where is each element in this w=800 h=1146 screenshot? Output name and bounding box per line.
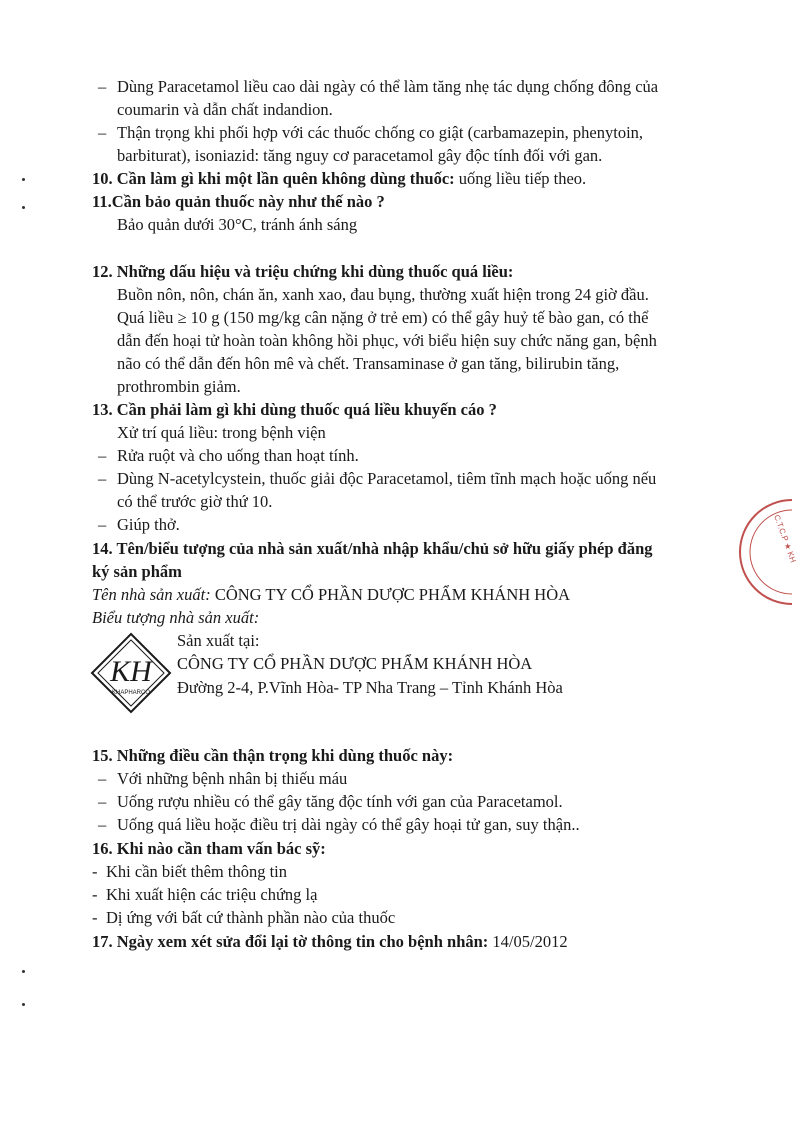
list-item: Dị ứng với bất cứ thành phần nào của thuốc [106,908,396,927]
logo-label: Biểu tượng nhà sản xuất: [92,608,260,627]
bullet-hyphen: - [92,908,98,927]
margin-dot [22,970,25,973]
section-heading: 17. Ngày xem xét sửa đổi lại tờ thông tin cho bệnh nhân: [92,932,489,951]
section-10 [92,168,586,190]
text-line: Dùng Paracetamol liều cao dài ngày có thể làm tăng nhẹ tác dụng chống đông của [117,77,659,96]
maker-name: CÔNG TY CỔ PHẦN DƯỢC PHẨM KHÁNH HÒA [210,585,571,604]
margin-dot [22,178,25,181]
section-heading: 12. Những dấu hiệu và triệu chứng khi dùng thuốc quá liều: [92,262,514,281]
section-heading: 13. Cần phải làm gì khi dùng thuốc quá liều khuyến cáo ? [92,400,497,419]
revision-date: 14/05/2012 [488,932,568,951]
margin-dot [22,1003,25,1006]
maker-line [92,584,570,606]
text-line: coumarin và dẫn chất indandion. [117,100,333,119]
margin-dot [22,206,25,209]
section-17 [92,931,568,953]
section-heading: 15. Những điều cần thận trọng khi dùng thuốc này: [92,746,454,765]
text-line: Xử trí quá liều: trong bệnh viện [117,423,326,442]
section-heading: 11.Cần bảo quản thuốc này như thế nào ? [92,192,385,211]
company-name: CÔNG TY CỔ PHẦN DƯỢC PHẨM KHÁNH HÒA [177,654,533,673]
bullet-hyphen: - [92,862,98,881]
bullet-dash: – [98,123,107,142]
text-line: não có thể dẫn đến hôn mê và chết. Transaminase ở gan tăng, bilirubin tăng, [117,354,620,373]
logo-letters: KH [110,655,152,688]
text-line: prothrombin giảm. [117,377,241,396]
text-line: Buồn nôn, nôn, chán ăn, xanh xao, đau bụng, thường xuất hiện trong 24 giờ đầu. [117,285,649,304]
text-line: Thận trọng khi phối hợp với các thuốc chống co giật (carbamazepin, phenytoin, [117,123,644,142]
section-heading: 16. Khi nào cần tham vấn bác sỹ: [92,839,326,858]
list-item: Rửa ruột và cho uống than hoạt tính. [117,446,359,465]
section-text: Bảo quản dưới 30°C, tránh ánh sáng [117,215,358,234]
bullet-dash: – [98,769,107,788]
list-item: Khi xuất hiện các triệu chứng lạ [106,885,318,904]
section-text: uống liều tiếp theo. [454,169,587,188]
company-seal-stamp [752,496,798,608]
seal-text: C.T.C.P ★ KH [772,513,798,564]
made-at-label: Sản xuất tại: [177,631,260,650]
maker-label: Tên nhà sản xuất: [92,585,211,604]
section-heading: 14. Tên/biểu tượng của nhà sản xuất/nhà nhập khẩu/chủ sở hữu giấy phép đăng [92,539,653,558]
bullet-dash: – [98,815,107,834]
logo-sub: KHAPHARCO [111,690,151,696]
text-line: barbiturat), isoniazid: tăng nguy cơ paracetamol gây độc tính đối với gan. [117,146,603,165]
list-item: Với những bệnh nhân bị thiếu máu [117,769,348,788]
list-item: Khi cần biết thêm thông tin [106,862,288,881]
list-item: có thể trước giờ thứ 10. [117,492,273,511]
bullet-hyphen: - [92,885,98,904]
list-item: Uống rượu nhiều có thể gây tăng độc tính với gan của Paracetamol. [117,792,563,811]
manufacturer-logo [90,632,172,714]
list-item: Giúp thở. [117,515,180,534]
company-address: Đường 2-4, P.Vĩnh Hòa- TP Nha Trang – Tỉnh Khánh Hòa [177,678,563,697]
bullet-dash: – [98,792,107,811]
section-heading: 10. Cần làm gì khi một lần quên không dùng thuốc: [92,169,455,188]
bullet-dash: – [98,77,107,96]
text-line: dẫn đến hoại tử hoàn toàn không hồi phục, với biểu hiện suy chức năng gan, bệnh [117,331,657,350]
bullet-dash: – [98,446,107,465]
list-item: Dùng N-acetylcystein, thuốc giải độc Paracetamol, tiêm tĩnh mạch hoặc uống nếu [117,469,657,488]
bullet-dash: – [98,469,107,488]
section-heading: ký sản phẩm [92,562,182,581]
bullet-dash: – [98,515,107,534]
list-item: Uống quá liều hoặc điều trị dài ngày có thể gây hoại tử gan, suy thận.. [117,815,580,834]
text-line: Quá liều ≥ 10 g (150 mg/kg cân nặng ở trẻ em) có thể gây huỷ tế bào gan, có thể [117,308,649,327]
